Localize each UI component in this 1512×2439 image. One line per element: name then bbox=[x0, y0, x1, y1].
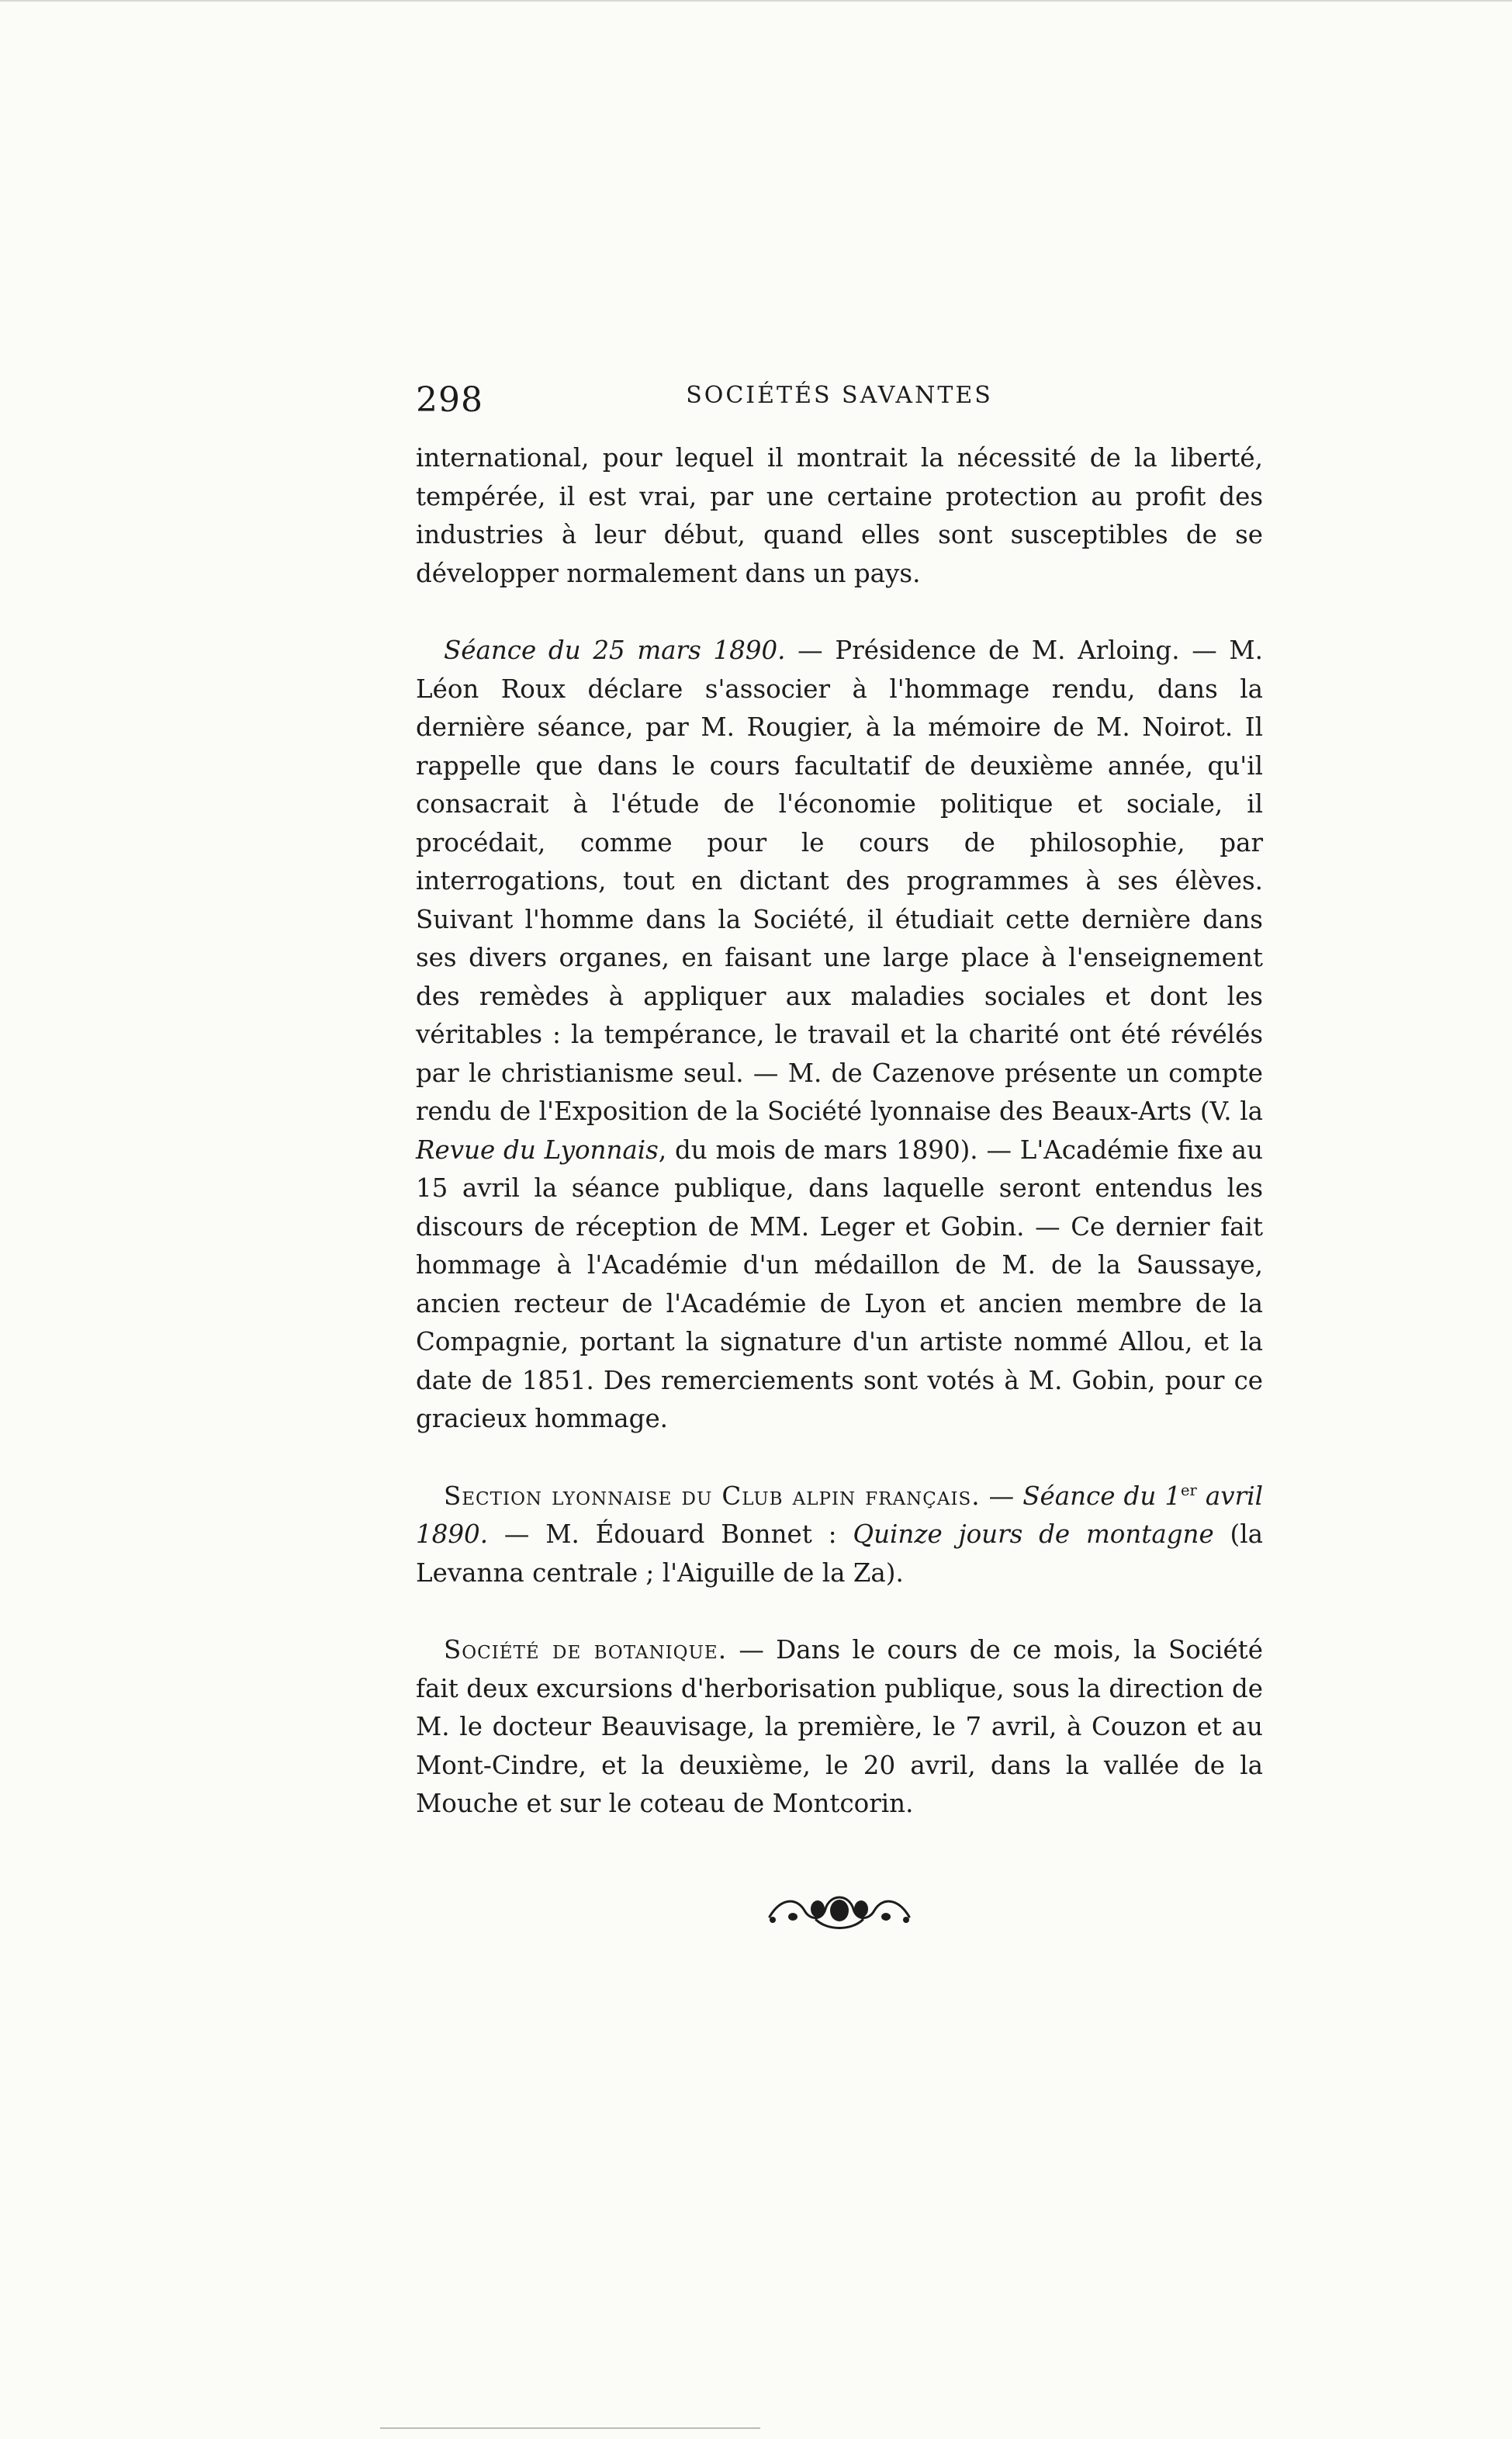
running-head bbox=[416, 372, 1263, 439]
body-text bbox=[416, 439, 1263, 1824]
paragraph-seance-25-mars bbox=[416, 632, 1263, 1439]
page-number: 298 bbox=[416, 380, 483, 420]
seance-date: avril 1890. bbox=[416, 1481, 1263, 1549]
lecture-title: Quinze jours de montagne bbox=[853, 1519, 1214, 1549]
page bbox=[416, 372, 1263, 1935]
seance-day-suffix: er bbox=[1181, 1481, 1197, 1499]
seance-label: Séance du bbox=[1022, 1481, 1165, 1511]
paragraph-text: — M. Édouard Bonnet : bbox=[488, 1519, 853, 1549]
ornament-wrap bbox=[416, 1886, 1263, 1935]
paragraph-botanique bbox=[416, 1631, 1263, 1824]
paragraph-text: , du mois de mars 1890). — L'Académie fixe au 15 avril la séance publique, dans laquelle seront entendus les discours de réception de MM. Leger et Gobin. — Ce dernier fait hommage à l'Académie d'un médaillon de M. de la Saussaye, ancien recteur de l'Académie de Lyon et ancien membre de la Compagnie, portant la signature d'un artiste nommé Allou, et la date de 1851. Des remerciements sont votés à M. Gobin, pour ce gracieux hommage. bbox=[416, 1135, 1263, 1433]
section-heading: Société de botanique. bbox=[444, 1635, 728, 1665]
paragraph-text: — Présidence de M. Arloing. — M. Léon Roux déclare s'associer à l'hommage rendu, dans la dernière séance, par M. Rougier, à la mémoire de M. Noirot. Il rappelle que dans le cours facultatif de deuxième année, qu'il consacrait à l'étude de l'économie politique et sociale, il procédait, comme pour le cours de philosophie, par interrogations, tout en dictant des programmes à ses élèves. Suivant l'homme dans la Société, il étudiait cette dernière dans ses divers organes, en faisant une large place à l'enseignement des remèdes à appliquer aux maladies sociales et dont les véritables : la tempérance, le travail et la charité ont été révélés par le christianisme seul. — M. de Cazenove présente un compte rendu de l'Exposition de la Société lyonnaise des Beaux-Arts (V. la bbox=[416, 636, 1263, 1126]
dash: — bbox=[980, 1481, 1023, 1511]
paragraph-club-alpin bbox=[416, 1478, 1263, 1593]
fleuron-ornament-icon bbox=[762, 1886, 917, 1932]
paragraph-text: (la Levanna centrale ; l'Aiguille de la Za). bbox=[416, 1519, 1263, 1588]
running-title: SOCIÉTÉS SAVANTES bbox=[686, 382, 993, 409]
scan-edge bbox=[0, 0, 1512, 16]
seance-date: Séance du 25 mars 1890. bbox=[444, 636, 786, 665]
scan-rule bbox=[380, 2427, 760, 2429]
revue-title: Revue du Lyonnais bbox=[416, 1135, 659, 1165]
seance-day: 1 bbox=[1164, 1481, 1181, 1511]
paragraph-text: — Dans le cours de ce mois, la Société fait deux excursions d'herborisation publique, sous la direction de M. le docteur Beauvisage, la première, le 7 avril, à Couzon et au Mont-Cindre, et la deuxième, le 20 avril, dans la vallée de la Mouche et sur le coteau de Montcorin. bbox=[416, 1635, 1263, 1818]
section-heading: Section lyonnaise du Club alpin français. bbox=[444, 1481, 981, 1511]
paragraph-continuation bbox=[416, 439, 1263, 593]
paragraph-text: international, pour lequel il montrait la nécessité de la liberté, tempérée, il est vrai, par une certaine protection au profit des industries à leur début, quand elles sont susceptibles de se développer normalement dans un pays. bbox=[416, 443, 1263, 588]
